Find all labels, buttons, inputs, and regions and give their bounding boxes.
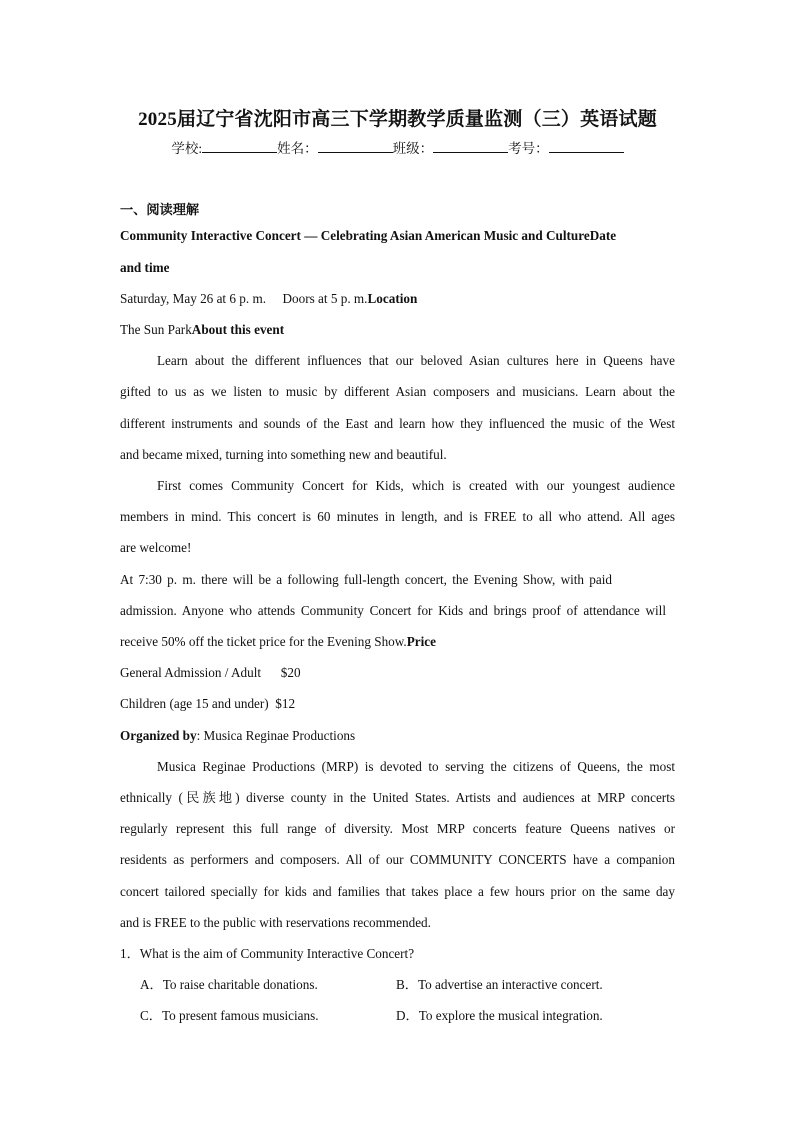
paragraph-4-line: residents as performers and composers. All of our COMMUNITY CONCERTS have a companion (120, 852, 675, 867)
organized-label: Organized by (120, 728, 197, 743)
passage-title-line-2: and time (120, 260, 170, 275)
organized-value: : Musica Reginae Productions (196, 728, 356, 743)
name-blank[interactable] (318, 140, 393, 153)
paragraph-1-line: Learn about the different influences that our beloved Asian cultures here in Queens have (157, 353, 675, 368)
school-label: 学校: (171, 141, 203, 156)
price-adult: General Admission / Adult $20 (120, 665, 301, 680)
paragraph-4-line: ethnically (民族地) diverse county in the United States. Artists and audiences at MRP concerts (120, 790, 675, 805)
price-label: Price (406, 634, 437, 649)
organized-by-line (120, 726, 355, 746)
paragraph-3-text: receive 50% off the ticket price for the Evening Show. (120, 634, 407, 649)
school-blank[interactable] (202, 140, 277, 153)
paragraph-1-line: and became mixed, turning into something new and beautiful. (120, 447, 447, 462)
paragraph-4-line: concert tailored specially for kids and families that takes place a few hours prior on the same day (120, 884, 675, 899)
id-blank[interactable] (549, 140, 624, 153)
about-label: About this event (191, 322, 285, 337)
paragraph-2-line: are welcome! (120, 540, 192, 555)
option-d[interactable]: D．To explore the musical integration. (396, 1008, 603, 1023)
paragraph-4-line: and is FREE to the public with reservations recommended. (120, 915, 431, 930)
question-stem: 1．What is the aim of Community Interactive Concert? (120, 946, 415, 961)
paragraph-3-last-line (120, 632, 436, 652)
paragraph-2-line: members in mind. This concert is 60 minutes in length, and is FREE to all who attend. All ages (120, 509, 675, 524)
class-blank[interactable] (433, 140, 508, 153)
paragraph-4-line: Musica Reginae Productions (MRP) is devoted to serving the citizens of Queens, the most (157, 759, 675, 774)
location-line (120, 320, 284, 340)
paragraph-1-line: different instruments and sounds of the East and learn how they influenced the music of the West (120, 416, 675, 431)
student-info-line (120, 137, 675, 157)
exam-title: 2025届辽宁省沈阳市高三下学期教学质量监测（三）英语试题 (138, 109, 657, 130)
section-heading: 一、阅读理解 (120, 202, 200, 217)
id-label: 考号： (508, 141, 549, 156)
paragraph-4-line: regularly represent this full range of diversity. Most MRP concerts feature Queens natives or (120, 821, 675, 836)
paragraph-1-line: gifted to us as we listen to music by different Asian composers and musicians. Learn about the (120, 384, 675, 399)
class-label: 班级： (392, 141, 434, 156)
location-label: Location (367, 291, 418, 306)
paragraph-3-line: admission. Anyone who attends Community Concert for Kids and brings proof of attendance will (120, 603, 666, 618)
paragraph-2-line: First comes Community Concert for Kids, which is created with our youngest audience (157, 478, 675, 493)
park-text: The Sun Park (120, 322, 192, 337)
name-label: 姓名： (277, 141, 318, 156)
passage-title-line-1: Community Interactive Concert — Celebrating Asian American Music and CultureDate (120, 228, 617, 243)
price-children: Children (age 15 and under) $12 (120, 696, 296, 711)
option-a[interactable]: A．To raise charitable donations. (140, 977, 318, 992)
option-c[interactable]: C．To present famous musicians. (140, 1008, 319, 1023)
option-b[interactable]: B．To advertise an interactive concert. (396, 977, 603, 992)
paragraph-3-line: At 7:30 p. m. there will be a following full-length concert, the Evening Show, with paid (120, 572, 612, 587)
date-text: Saturday, May 26 at 6 p. m. Doors at 5 p. m. (120, 291, 368, 306)
date-line (120, 289, 417, 309)
